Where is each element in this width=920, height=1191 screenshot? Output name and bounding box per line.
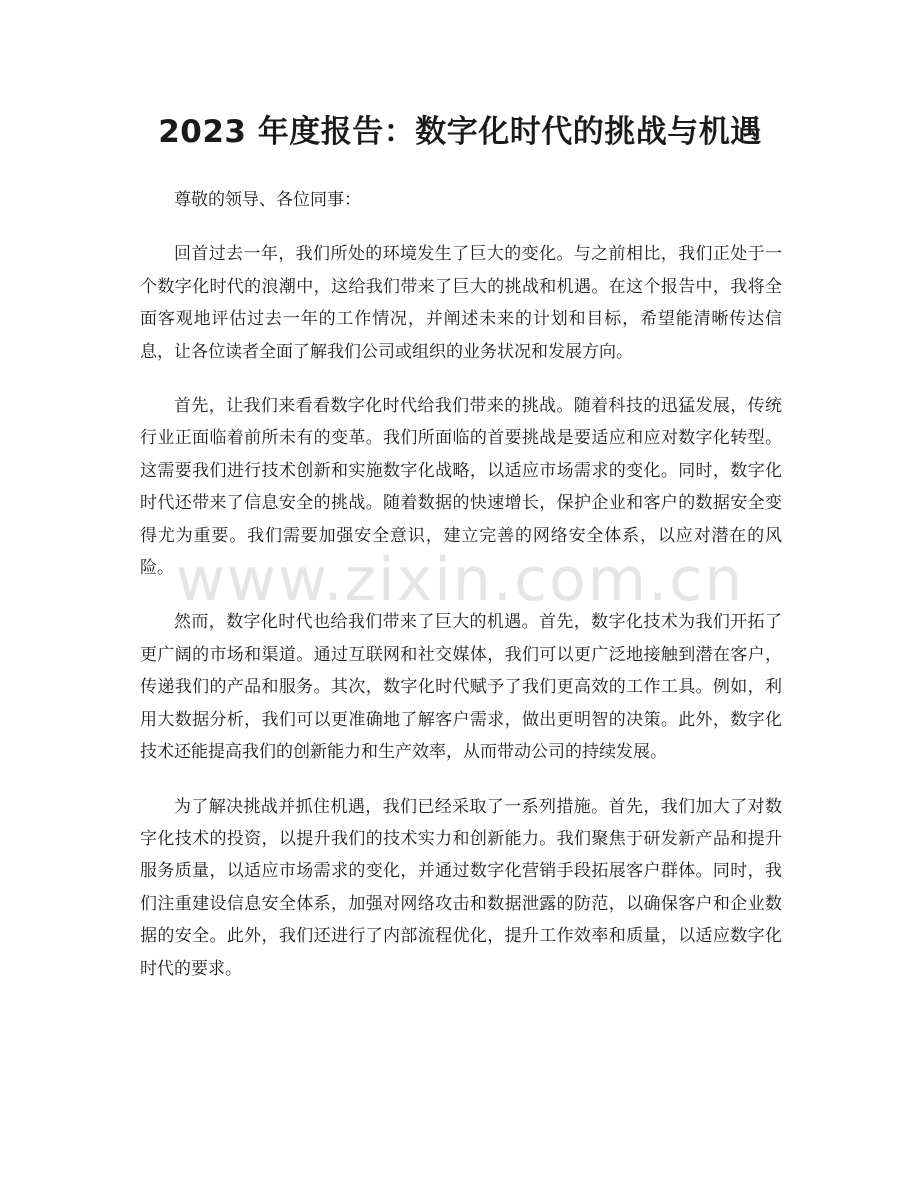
paragraph-challenges: 首先，让我们来看看数字化时代给我们带来的挑战。随着科技的迅猛发展，传统行业正面临着前所未有的变革。我们所面临的首要挑战是要适应和应对数字化转型。这需要我们进行技术创新和实施数字化战略，以适应市场需求的变化。同时，数字化时代还带来了信息安全的挑战。随着数据的快速增长，保护企业和客户的数据安全变得尤为重要。我们需要加强安全意识，建立完善的网络安全体系，以应对潜在的风险。 bbox=[140, 396, 782, 579]
watermark-text: www.zixin.com.cn bbox=[175, 545, 745, 615]
greeting-line: 尊敬的领导、各位同事： bbox=[174, 190, 361, 210]
paragraph-intro: 回首过去一年，我们所处的环境发生了巨大的变化。与之前相比，我们正处于一个数字化时代的浪潮中，这给我们带来了巨大的挑战和机遇。在这个报告中，我将全面客观地评估过去一年的工作情况，并阐述未来的计划和目标，希望能清晰传达信息，让各位读者全面了解我们公司或组织的业务状况和发展方向。 bbox=[140, 244, 782, 362]
document-body bbox=[140, 184, 782, 1007]
paragraph-opportunities: 然而，数字化时代也给我们带来了巨大的机遇。首先，数字化技术为我们开拓了更广阔的市场和渠道。通过互联网和社交媒体，我们可以更广泛地接触到潜在客户，传递我们的产品和服务。其次，数字化时代赋予了我们更高效的工作工具。例如，利用大数据分析，我们可以更准确地了解客户需求，做出更明智的决策。此外，数字化技术还能提高我们的创新能力和生产效率，从而带动公司的持续发展。 bbox=[140, 612, 782, 763]
document-title: 2023 年度报告：数字化时代的挑战与机遇 bbox=[158, 114, 762, 150]
paragraph-measures: 为了解决挑战并抓住机遇，我们已经采取了一系列措施。首先，我们加大了对数字化技术的投资，以提升我们的技术实力和创新能力。我们聚焦于研发新产品和提升服务质量，以适应市场需求的变化，并通过数字化营销手段拓展客户群体。同时，我们注重建设信息安全体系，加强对网络攻击和数据泄露的防范，以确保客户和企业数据的安全。此外，我们还进行了内部流程优化，提升工作效率和质量，以适应数字化时代的要求。 bbox=[140, 796, 782, 979]
